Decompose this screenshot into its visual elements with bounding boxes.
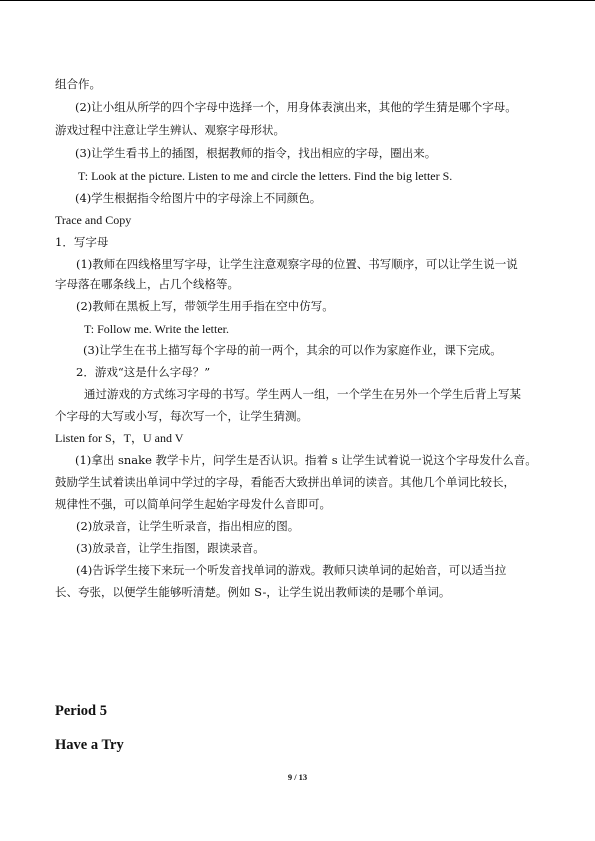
body-line: 鼓励学生试着读出单词中学过的字母，看能否大致拼出单词的读音。其他几个单词比较长， [55,475,515,489]
body-line: (1)教师在四线格里写字母，让学生注意观察字母的位置、书写顺序，可以让学生说一说 [76,257,518,271]
body-line: 个字母的大写或小写，每次写一个，让学生猜测。 [55,409,308,423]
body-line: (1)拿出 snake 教学卡片，问学生是否认识。指着 s 让学生试着说一说这个字母发什么音。 [75,453,537,467]
page-number: 9 / 13 [287,772,308,782]
body-line: (2)教师在黑板上写，带领学生用手指在空中仿写。 [76,299,334,313]
section-heading-listen: Listen for S，T，U and V [55,431,184,445]
body-line: T: Look at the picture. Listen to me and circle the letters. Find the big letter S. [78,169,453,183]
body-line: (4)学生根据指令给图片中的字母涂上不同颜色。 [75,191,322,205]
subtitle-heading: Have a Try [55,737,124,753]
body-line: (4)告诉学生接下来玩一个听发音找单词的游戏。教师只读单词的起始音，可以适当拉 [76,563,507,577]
body-line: 长、夸张，以便学生能够听清楚。例如 S-，让学生说出教师读的是哪个单词。 [55,585,451,599]
body-line: 字母落在哪条线上，占几个线格等。 [55,277,239,291]
body-line: 规律性不强，可以简单问学生起始字母发什么音即可。 [55,497,331,511]
body-line: 游戏过程中注意让学生辨认、观察字母形状。 [55,123,285,137]
body-line: 2．游戏“这是什么字母？” [76,365,211,379]
body-line: (2)让小组从所学的四个字母中选择一个，用身体表演出来，其他的学生猜是哪个字母。 [75,100,517,114]
section-heading-trace-copy: Trace and Copy [55,213,132,227]
body-line: T: Follow me. Write the letter. [84,322,230,336]
body-line: 通过游戏的方式练习字母的书写。学生两人一组，一个学生在另外一个学生后背上写某 [84,387,521,401]
body-line: (3)让学生看书上的插图，根据教师的指令，找出相应的字母，圈出来。 [75,146,437,160]
body-line: 1．写字母 [55,235,109,249]
body-line: (3)放录音，让学生指图，跟读录音。 [76,541,265,555]
period-heading: Period 5 [55,703,107,719]
body-line: (2)放录音，让学生听录音，指出相应的图。 [76,519,300,533]
body-line: 组合作。 [55,77,101,91]
body-line: (3)让学生在书上描写每个字母的前一两个，其余的可以作为家庭作业，课下完成。 [83,343,502,357]
